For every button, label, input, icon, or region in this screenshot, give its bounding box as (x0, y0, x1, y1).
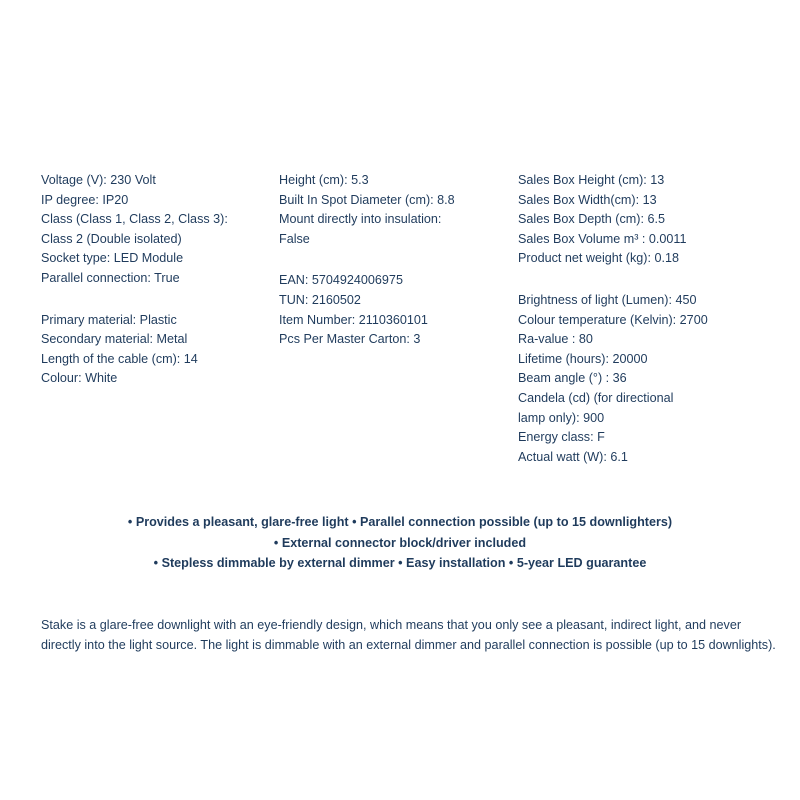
spec-box-width: Sales Box Width(cm): 13 (518, 192, 657, 207)
spec-candela-value: lamp only): 900 (518, 410, 605, 425)
product-description: Stake is a glare-free downlight with an eye-friendly design, which means that you only see a pleasant, indirect light, and never directly into the light source. The light is dimmable with an external dimmer and parallel connection is possible (up to 15 downlights). (41, 617, 776, 652)
spec-class-value: Class 2 (Double isolated) (41, 231, 182, 246)
spec-column-1 (41, 171, 228, 389)
spec-ra-value: Ra-value : 80 (518, 332, 593, 347)
spec-ip-degree: IP degree: IP20 (41, 192, 129, 207)
spec-tun: TUN: 2160502 (279, 292, 361, 307)
spec-cable-length: Length of the cable (cm): 14 (41, 351, 198, 366)
feature-line-1: • Provides a pleasant, glare-free light • Parallel connection possible (up to 15 downlighters) (127, 515, 673, 529)
spec-voltage: Voltage (V): 230 Volt (41, 173, 156, 187)
spec-ean: EAN: 5704924006975 (279, 273, 403, 288)
feature-highlights (0, 512, 800, 574)
spec-net-weight: Product net weight (kg): 0.18 (518, 251, 680, 266)
spec-colour: Colour: White (41, 371, 118, 386)
spec-energy-class: Energy class: F (518, 430, 605, 445)
spec-mount-insulation-value: False (279, 231, 310, 246)
spec-parallel-connection: Parallel connection: True (41, 270, 180, 285)
spec-box-height: Sales Box Height (cm): 13 (518, 173, 665, 187)
spec-socket-type: Socket type: LED Module (41, 251, 184, 266)
spec-lifetime: Lifetime (hours): 20000 (518, 351, 648, 366)
spec-column-2 (279, 171, 455, 350)
spec-mount-insulation-label: Mount directly into insulation: (279, 212, 442, 227)
spec-column-3 (518, 171, 708, 467)
spacer (279, 249, 455, 271)
spec-candela-label: Candela (cd) (for directional (518, 390, 674, 405)
spec-spot-diameter: Built In Spot Diameter (cm): 8.8 (279, 192, 455, 207)
spec-pcs-per-carton: Pcs Per Master Carton: 3 (279, 332, 421, 347)
spec-box-volume: Sales Box Volume m³ : 0.0011 (518, 231, 687, 246)
spec-class-label: Class (Class 1, Class 2, Class 3): (41, 212, 228, 227)
spec-item-number: Item Number: 2110360101 (279, 312, 428, 327)
spec-brightness: Brightness of light (Lumen): 450 (518, 292, 697, 307)
spec-box-depth: Sales Box Depth (cm): 6.5 (518, 212, 665, 227)
spec-colour-temperature: Colour temperature (Kelvin): 2700 (518, 312, 708, 327)
spec-beam-angle: Beam angle (°) : 36 (518, 371, 627, 386)
spec-secondary-material: Secondary material: Metal (41, 332, 188, 347)
feature-line-3: • Stepless dimmable by external dimmer • Easy installation • 5-year LED guarantee (153, 556, 647, 570)
feature-line-2: • External connector block/driver included (273, 535, 527, 550)
spacer (41, 289, 228, 311)
spacer (518, 269, 708, 291)
spec-actual-watt: Actual watt (W): 6.1 (518, 449, 628, 464)
spec-primary-material: Primary material: Plastic (41, 312, 177, 327)
spec-height: Height (cm): 5.3 (279, 173, 369, 187)
